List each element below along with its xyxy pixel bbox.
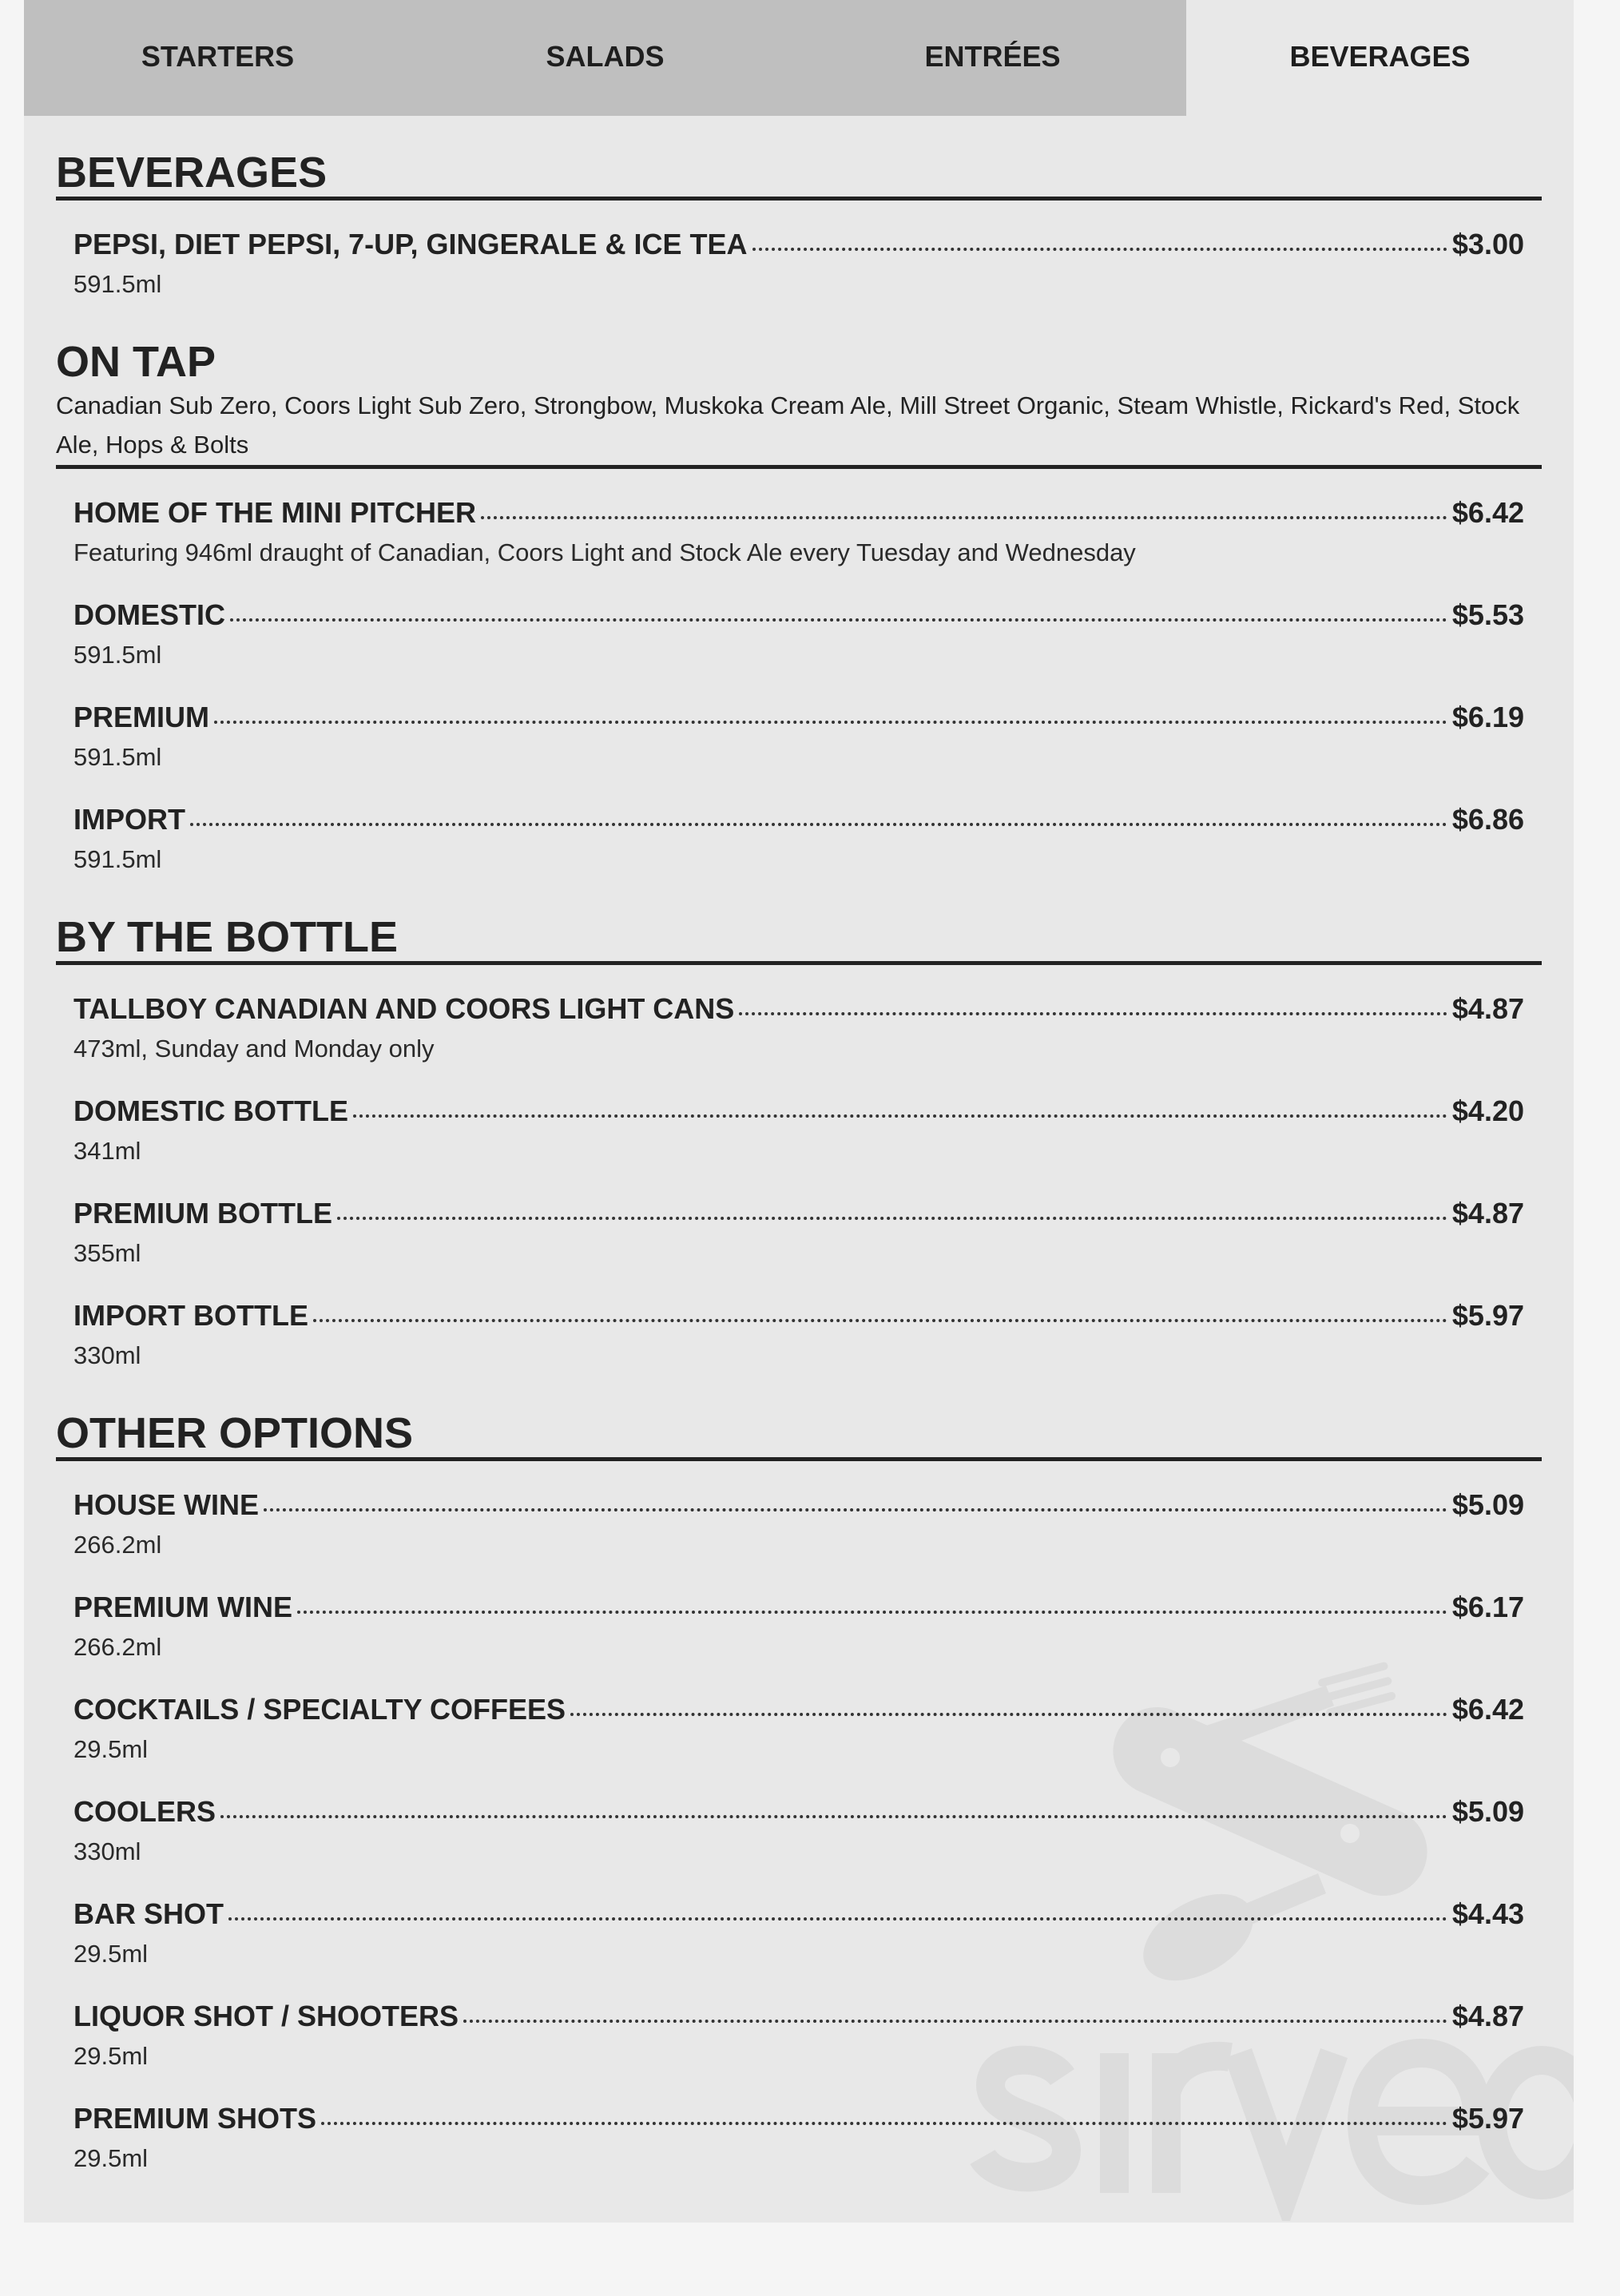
menu-item-row [73,1792,1524,1832]
item-name: TALLBOY CANADIAN AND COORS LIGHT CANS [73,992,735,1025]
menu-item [73,800,1524,880]
item-name: PREMIUM BOTTLE [73,1197,332,1229]
item-name: PREMIUM WINE [73,1591,292,1623]
section-title: ON TAP [56,338,216,386]
menu-item-row [73,1296,1524,1336]
item-price: $6.42 [1451,496,1524,529]
item-price: $6.17 [1451,1591,1524,1623]
item-price: $4.43 [1451,1897,1524,1930]
menu-section [56,149,1542,304]
section-description: Canadian Sub Zero, Coors Light Sub Zero, Strongbow, Muskoka Cream Ale, Mill Street Organic, Steam Whistle, Rickard's Red, Stock Ale, Hops & Bolts [56,386,1542,469]
dotted-leader [321,2122,1447,2125]
menu-item [73,1894,1524,1974]
dotted-leader [214,721,1447,724]
item-description: 330ml [73,1837,141,1865]
dotted-leader [313,1319,1447,1322]
item-description: 591.5ml [73,743,162,771]
menu-item-row [73,697,1524,737]
dotted-leader [337,1217,1447,1220]
item-price: $5.53 [1451,598,1524,631]
item-description: 355ml [73,1239,141,1267]
item-name: COOLERS [73,1795,216,1828]
item-description: 341ml [73,1137,141,1165]
item-description: Featuring 946ml draught of Canadian, Coors Light and Stock Ale every Tuesday and Wednesday [73,538,1136,566]
item-price: $3.00 [1451,228,1524,260]
item-name: IMPORT BOTTLE [73,1299,308,1332]
tab-entres[interactable]: ENTRÉES [799,0,1186,116]
item-price: $6.19 [1451,701,1524,733]
item-name: DOMESTIC [73,598,226,631]
item-name: PREMIUM [73,701,209,733]
item-price: $5.97 [1451,2102,1524,2135]
tab-beverages[interactable]: BEVERAGES [1186,0,1574,116]
item-list [56,1461,1542,2179]
item-price: $5.97 [1451,1299,1524,1332]
menu-item-row [73,1194,1524,1233]
item-price: $4.87 [1451,1197,1524,1229]
dotted-leader [297,1611,1447,1614]
item-description: 266.2ml [73,1633,162,1661]
item-description: 29.5ml [73,1735,149,1763]
menu-item [73,1996,1524,2076]
item-list [56,201,1542,304]
item-name: PEPSI, DIET PEPSI, 7-UP, GINGERALE & ICE TEA [73,228,748,260]
item-description: 266.2ml [73,1531,162,1559]
item-price: $5.09 [1451,1795,1524,1828]
item-list [56,469,1542,880]
menu-item [73,1587,1524,1667]
item-price: $6.86 [1451,803,1524,836]
item-name: COCKTAILS / SPECIALTY COFFEES [73,1693,566,1726]
dotted-leader [230,618,1447,622]
item-name: BAR SHOT [73,1897,224,1930]
section-title: BEVERAGES [56,149,1542,201]
menu-section [56,1409,1542,2179]
menu-item [73,1091,1524,1171]
dotted-leader [264,1508,1447,1511]
item-price: $4.87 [1451,2000,1524,2032]
item-description: 591.5ml [73,641,162,669]
dotted-leader [353,1114,1447,1118]
menu-item-row [73,800,1524,840]
item-name: PREMIUM SHOTS [73,2102,317,2135]
dotted-leader [739,1012,1447,1015]
dotted-leader [752,248,1447,251]
menu-item [73,493,1524,573]
menu-tabs [24,0,1574,116]
menu-item [73,1792,1524,1872]
menu-item-row [73,1091,1524,1131]
item-price: $5.09 [1451,1488,1524,1521]
item-list [56,965,1542,1376]
menu-item [73,697,1524,777]
item-description: 29.5ml [73,2042,149,2070]
dotted-leader [570,1713,1447,1716]
section-title: OTHER OPTIONS [56,1409,1542,1461]
menu-item [73,1296,1524,1376]
item-description: 330ml [73,1341,141,1369]
dotted-leader [190,823,1447,826]
item-name: LIQUOR SHOT / SHOOTERS [73,2000,459,2032]
menu-item-row [73,1894,1524,1934]
menu-panel [24,0,1574,2223]
item-description: 29.5ml [73,2144,149,2172]
menu-item-row [73,595,1524,635]
menu-item [73,595,1524,675]
tab-salads[interactable]: SALADS [411,0,799,116]
menu-item [73,1485,1524,1565]
menu-content [24,116,1574,2179]
item-description: 473ml, Sunday and Monday only [73,1035,435,1063]
menu-section [56,913,1542,1376]
item-description: 29.5ml [73,1940,149,1968]
menu-item-row [73,493,1524,533]
menu-section [56,338,1542,880]
item-name: HOME OF THE MINI PITCHER [73,496,476,529]
menu-item-row [73,989,1524,1029]
section-title: BY THE BOTTLE [56,913,1542,965]
menu-item [73,1194,1524,1273]
menu-item-row [73,1587,1524,1627]
dotted-leader [481,516,1447,519]
menu-item-row [73,224,1524,264]
item-price: $6.42 [1451,1693,1524,1726]
menu-item-row [73,1690,1524,1730]
item-name: IMPORT [73,803,185,836]
dotted-leader [463,2020,1447,2023]
item-description: 591.5ml [73,845,162,873]
item-description: 591.5ml [73,270,162,298]
menu-item [73,2099,1524,2179]
menu-item-row [73,1996,1524,2036]
menu-item [73,1690,1524,1770]
item-price: $4.20 [1451,1094,1524,1127]
item-price: $4.87 [1451,992,1524,1025]
dotted-leader [220,1815,1447,1818]
menu-item-row [73,2099,1524,2139]
menu-item [73,989,1524,1069]
dotted-leader [228,1917,1447,1921]
tab-starters[interactable]: STARTERS [24,0,411,116]
menu-item [73,224,1524,304]
menu-item-row [73,1485,1524,1525]
item-name: DOMESTIC BOTTLE [73,1094,348,1127]
item-name: HOUSE WINE [73,1488,260,1521]
